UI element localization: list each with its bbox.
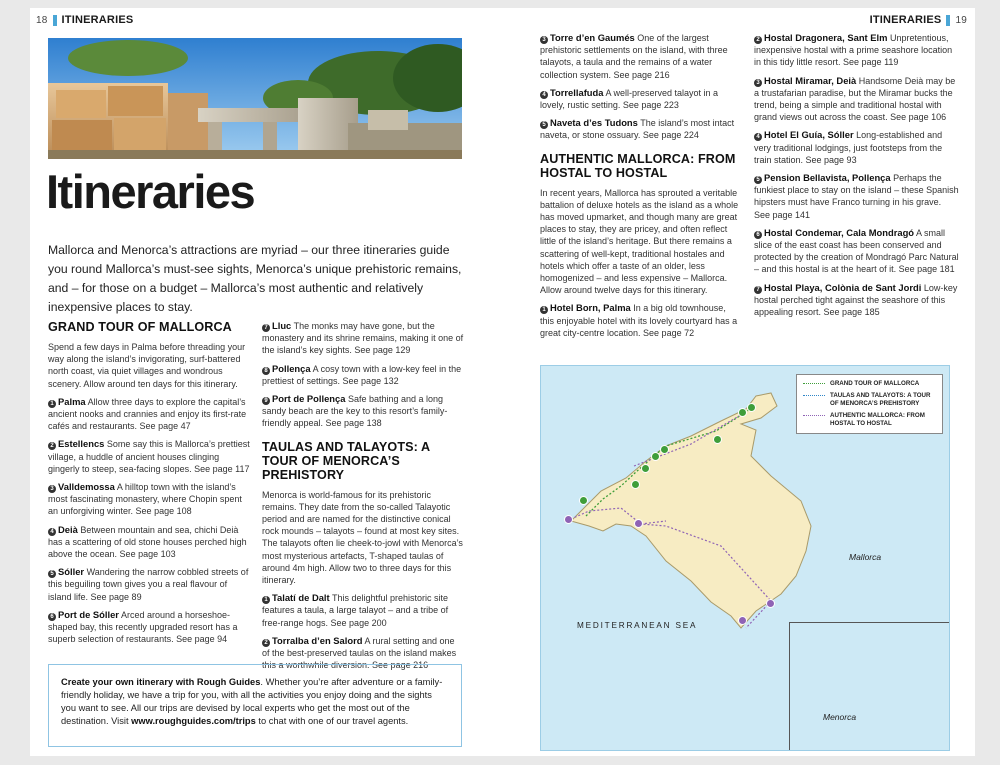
stop-title: Valldemossa (58, 481, 115, 493)
page-number-right: 19 (955, 14, 967, 26)
itinerary-stop (48, 396, 250, 433)
number-marker: 4 (754, 133, 762, 141)
running-head-right (870, 14, 967, 26)
legend-label: AUTHENTIC MALLORCA: FROM HOSTAL TO HOSTAL (830, 412, 925, 427)
number-marker: 7 (262, 324, 270, 332)
stop-title: Talatí de Dalt (272, 592, 330, 604)
itinerary-stop (262, 393, 464, 430)
grand-tour-pin-7 (713, 435, 722, 444)
itinerary-stop (262, 592, 464, 629)
stop-text: Wandering the narrow cobbled streets of this beguiling town gives you a real flavour of island life. See page 89 (48, 567, 249, 602)
stop-text: One of the largest prehistoric settlements on the island, with three talayots, a taula and the remains of a water collection system. See page 216 (540, 33, 728, 80)
stop-title: Port de Pollença (272, 393, 346, 405)
taulas-heading: TAULAS AND TALAYOTS: A TOUR OF MENORCA’S PREHISTORY (262, 439, 430, 482)
stop-title: Naveta d’es Tudons (550, 117, 638, 129)
grand-tour-pin-4 (641, 464, 650, 473)
stop-text: Handsome Deià may be a trustafarian paradise, but the Miramar bucks the trend, being a simple and traditional hostal with grand views out across the coast. See page 106 (754, 75, 956, 123)
legend-row-taulas (803, 392, 936, 408)
label-sea: MEDITERRANEAN SEA (577, 621, 698, 630)
number-marker: 4 (48, 528, 56, 536)
running-head-label: ITINERARIES (869, 14, 942, 26)
itinerary-stop (48, 609, 250, 646)
grand-tour-column (48, 320, 250, 651)
itinerary-stop (754, 172, 959, 221)
itinerary-stop (262, 363, 464, 387)
number-marker: 5 (540, 121, 548, 129)
legend-swatch (803, 395, 825, 396)
authentic-pin-6 (766, 599, 775, 608)
running-head-label: ITINERARIES (61, 14, 134, 26)
itinerary-stop (48, 566, 250, 603)
stop-title: Hostal Condemar, Cala Mondragó (764, 226, 915, 238)
stop-title: Pollença (272, 362, 311, 374)
grand-tour-pin-8 (738, 408, 747, 417)
hero-photo-stone-ruins (48, 38, 462, 159)
right-column-2 (754, 32, 959, 324)
number-marker: 5 (754, 176, 762, 184)
stop-text: A cosy town with a low-key feel in the prettiest of settings. See page 132 (262, 363, 462, 386)
authentic-heading: AUTHENTIC MALLORCA: FROM HOSTAL TO HOSTAL (540, 151, 736, 180)
promo-box (48, 664, 462, 747)
stop-text: Long-established and very traditional lodgings, just footsteps from the train station. See page 93 (754, 130, 943, 165)
stop-title: Torrellafuda (550, 86, 604, 98)
stop-title: Estellencs (58, 438, 105, 450)
stop-title: Palma (58, 395, 86, 407)
stop-text: The monks may have gone, but the monastery and its shrine remains, making it one of the island’s key sights. See page 129 (262, 321, 464, 356)
stop-text: This delightful prehistoric site features a taula, a large talayot – and a tribe of free-range hogs. See page 200 (262, 593, 449, 628)
grand-tour-pin-9 (747, 403, 756, 412)
stop-text: Allow three days to explore the capital’s ancient nooks and crannies and enjoy its first-rate cafés and restaurants. See page 47 (48, 396, 247, 432)
legend-row-authentic (803, 412, 936, 428)
itinerary-stop (48, 481, 250, 518)
itinerary-stop (48, 438, 250, 475)
grand-tour-heading: GRAND TOUR OF MALLORCA (48, 320, 232, 334)
stop-text: Unpretentious, inexpensive hostal with a prime seashore location in this tidy little resort. See page 119 (754, 33, 953, 68)
stop-text: Arced around a horseshoe-shaped bay, this recently upgraded resort has a superb selection of restaurants. See page 94 (48, 609, 238, 645)
number-marker: 2 (262, 639, 270, 647)
number-marker: 1 (262, 596, 270, 604)
authentic-pin-7 (738, 616, 747, 625)
grand-tour-pin-6 (660, 445, 669, 454)
itinerary-stop (754, 227, 959, 276)
stop-text: A hilltop town with the island’s most fascinating monastery, where Chopin spent an unforgiving winter. See page 108 (48, 482, 242, 517)
promo-lead: Create your own itinerary with Rough Guides (61, 677, 261, 687)
intro-paragraph: Mallorca and Menorca’s attractions are myriad – our three itineraries guide you round Mallorca’s must-see sights, Menorca’s unique prehistoric remains, and – for those on a budget – Mallorca’s most authentic and relatively inexpensive places to stay. (48, 243, 462, 314)
number-marker: 6 (754, 231, 762, 239)
stop-text: Safe bathing and a long sandy beach are the key to this resort’s family-friendly appeal. See page 138 (262, 394, 448, 429)
legend-row-grand-tour (803, 380, 936, 388)
stop-text: The island’s most intact naveta, or stone ossuary. See page 224 (540, 118, 735, 141)
itinerary-stop (262, 320, 464, 357)
stop-text: Between mountain and sea, chichi Deià has a scattering of old stone houses perched high above the ocean. See page 103 (48, 524, 247, 560)
itinerary-stop (540, 117, 742, 141)
number-marker: 8 (262, 367, 270, 375)
page-title: Itineraries (46, 165, 255, 218)
stop-title: Sóller (58, 566, 85, 578)
stop-title: Pension Bellavista, Pollença (764, 172, 891, 184)
grand-tour-lead: Spend a few days in Palma before threading your way along the island’s invigorating, surf-battered north coast, via quiet villages and wondrous scenery. Allow around ten days for this itinerary. (48, 342, 246, 389)
itinerary-stop (754, 129, 959, 166)
promo-text: . Whether you’re after adventure or a family-friendly holiday, we have a trip for you, with all the activities you enjoy doing and the sights you want to see. All our trips are devised by local experts who get the most out of the destination. Visit (61, 677, 443, 726)
itinerary-stop (540, 32, 742, 81)
stop-title: Port de Sóller (58, 608, 119, 620)
number-marker: 3 (754, 79, 762, 87)
left-page (30, 8, 500, 756)
itinerary-stop (754, 32, 959, 69)
number-marker: 6 (48, 613, 56, 621)
page-number-left: 18 (36, 14, 48, 26)
number-marker: 2 (48, 442, 56, 450)
mallorca-island (571, 393, 811, 628)
stop-title: Hotel Born, Palma (550, 302, 631, 314)
stop-title: Deià (58, 523, 78, 535)
accent-bar (53, 15, 57, 26)
stop-title: Torralba d’en Salord (272, 634, 363, 646)
legend-swatch (803, 383, 825, 384)
stop-text: In a big old townhouse, this enjoyable hotel with its lovely courtyard has a great city-centre location. See page 72 (540, 303, 738, 338)
right-column-1 (540, 32, 742, 345)
authentic-pin-2 (564, 515, 573, 524)
stop-title: Hotel El Guía, Sóller (764, 129, 854, 141)
authentic-lead: In recent years, Mallorca has sprouted a veritable battalion of deluxe hotels as the island as a whole has moved upmarket, and though many are great places to stay, they are pricey, and often reflect little of the island’s heritage. But there remains a scattering of well-kept, traditional hostales and hotels which offer a taste of an older, less homogenized – and less expensive – Mallorca. Allow around twelve days for this itinerary. (540, 187, 739, 296)
stop-title: Hostal Playa, Colònia de Sant Jordi (764, 281, 922, 293)
itinerary-stop (754, 282, 959, 319)
itinerary-stop (754, 75, 959, 124)
taulas-lead: Menorca is world-famous for its prehistoric remains. They date from the so-called Talayotic period and are named for the distinctive conical rock mounds – talayots – found at most key sites. The talayots often lie cheek-to-jowl with Menorca’s most mysterious artefacts, T-shaped taulas of around 4m high. Allow two to three days for this itinerary. (262, 489, 463, 586)
label-mallorca: Mallorca (849, 552, 882, 562)
map-legend (796, 374, 943, 434)
stop-text: Perhaps the funkiest place to stay on the island – these Spanish hipsters must have Franco turning in his grave. See page 141 (754, 173, 959, 220)
grand-tour-pin-2 (579, 496, 588, 505)
right-page (500, 8, 975, 756)
grand-tour-pin-5 (651, 452, 660, 461)
stop-text: Low-key hostal perched tight against the seashore of this appealing resort. See page 185 (754, 282, 958, 318)
number-marker: 4 (540, 91, 548, 99)
middle-column (262, 320, 464, 677)
running-head-left (36, 14, 133, 26)
itinerary-map (540, 365, 950, 751)
stop-title: Hostal Dragonera, Sant Elm (764, 32, 888, 43)
promo-link[interactable]: www.roughguides.com/trips (131, 716, 256, 726)
number-marker: 1 (540, 306, 548, 314)
grand-tour-pin-3 (631, 480, 640, 489)
stop-title: Torre d’en Gaumés (550, 32, 635, 43)
number-marker: 1 (48, 400, 56, 408)
stop-text: A rural setting and one of the best-preserved taulas on the island makes this a worthwhile diversion. See page 216 (262, 635, 457, 671)
label-menorca: Menorca (823, 712, 857, 722)
number-marker: 2 (754, 36, 762, 44)
authentic-pin-1 (634, 519, 643, 528)
number-marker: 5 (48, 570, 56, 578)
number-marker: 9 (262, 397, 270, 405)
stop-text: Some say this is Mallorca’s prettiest village, a huddle of ancient houses clinging gingerly to steep, sea-facing slopes. See page 117 (48, 439, 250, 474)
number-marker: 7 (754, 286, 762, 294)
legend-swatch (803, 415, 825, 416)
stop-title: Hostal Miramar, Deià (764, 74, 857, 86)
number-marker: 3 (540, 36, 548, 44)
accent-bar (946, 15, 950, 26)
stop-title: Lluc (272, 320, 292, 331)
legend-label: TAULAS AND TALAYOTS: A TOUR OF MENORCA’S PREHISTORY (830, 392, 931, 407)
stop-text: A well-preserved talayot in a lovely, rustic setting. See page 223 (540, 87, 719, 111)
itinerary-stop (48, 524, 250, 561)
number-marker: 3 (48, 485, 56, 493)
promo-tail: to chat with one of our travel agents. (255, 716, 409, 726)
stop-text: A small slice of the east coast has been conserved and protected by the creation of Mondragó Parc Natural – and this hostal is at the heart of it. See page 181 (754, 227, 959, 275)
menorca-inset-frame (789, 622, 950, 751)
itinerary-stop (540, 302, 742, 339)
itinerary-stop (540, 87, 742, 111)
legend-label: GRAND TOUR OF MALLORCA (830, 380, 920, 387)
